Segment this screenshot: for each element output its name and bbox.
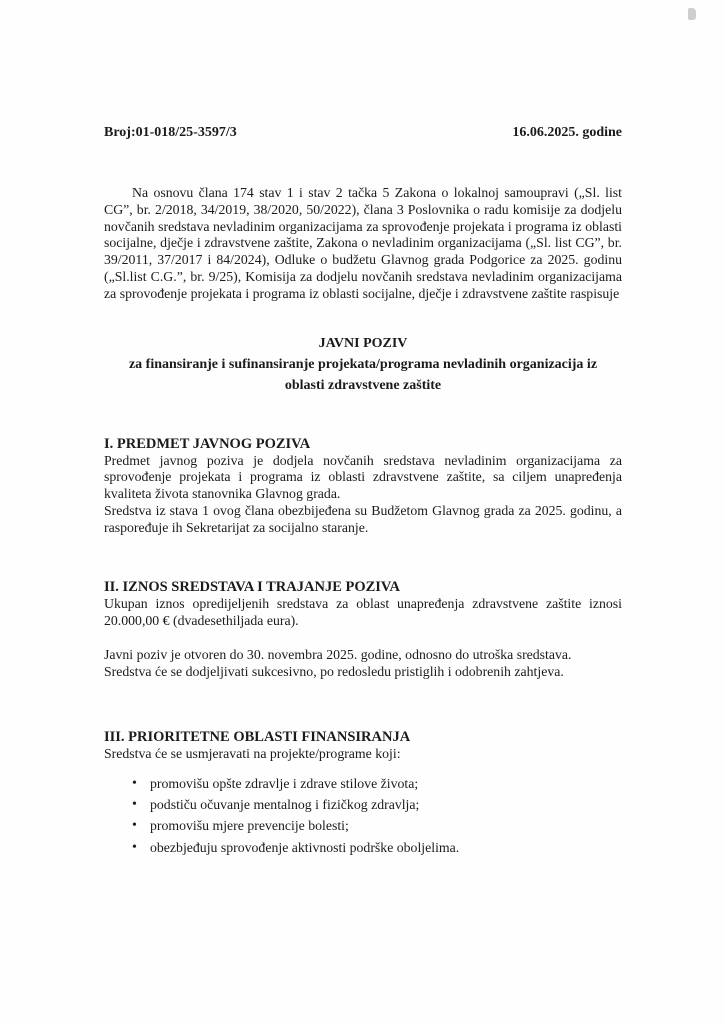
section1-paragraph1: Predmet javnog poziva je dodjela novčanih sredstava nevladinim organizacijama za sprovođenje projekata i programa iz oblasti zdravstvene zaštite, sa ciljem unapređenja kvaliteta života stanovnika Glavnog grada. xyxy=(104,452,622,502)
section2-paragraph2: Javni poziv je otvoren do 30. novembra 2025. godine, odnosno do utroška sredstava. xyxy=(104,646,572,662)
document-title xyxy=(104,333,622,396)
document-number: Broj:01-018/25-3597/3 xyxy=(104,125,237,140)
priority-areas-list xyxy=(104,776,622,857)
list-item: • promovišu opšte zdravlje i zdrave stilove života; xyxy=(132,776,622,793)
section2-heading: II. IZNOS SREDSTAVA I TRAJANJE POZIVA xyxy=(104,579,401,596)
section1-heading: I. PREDMET JAVNOG POZIVA xyxy=(104,435,311,452)
section2-paragraph1: Ukupan iznos opredijeljenih sredstava za oblast unapređenja zdravstvene zaštite iznosi 20.000,00 € (dvadesethiljada eura). xyxy=(104,596,622,629)
section2-paragraph-group xyxy=(104,647,622,681)
list-item: • podstiču očuvanje mentalnog i fizičkog zdravlja; xyxy=(132,797,622,814)
document-header xyxy=(104,125,622,141)
title-line1: JAVNI POZIV xyxy=(318,335,408,351)
intro-paragraph: Na osnovu člana 174 stav 1 i stav 2 tačka 5 Zakona o lokalnoj samoupravi („Sl. list CG”, br. 2/2018, 34/2019, 38/2020, 50/2022), člana 3 Poslovnika o radu komisije za dodjelu novčanih sredstava nevladinim organizacijama za sprovođenje projekata i programa iz oblasti socijalne, dječje i zdravstvene zaštite, Zakona o nevladinim organizacijama („Sl. list CG”, br. 39/2011, 37/2017 i 84/2024), Odluke o budžetu Glavnog grada Podgorice za 2025. godinu („Sl.list C.G.”, br. 9/25), Komisija za dodjelu novčanih sredstava nevladinim organizacijama za sprovođenje projekata i programa iz oblasti socijalne, dječje i zdravstvene zaštite raspisuje xyxy=(104,185,622,301)
scan-artifact xyxy=(688,8,696,20)
title-line2: za finansiranje i sufinansiranje projekata/programa nevladinih organizacija iz oblasti zdravstvene zaštite xyxy=(128,356,598,393)
section3-heading: III. PRIORITETNE OBLASTI FINANSIRANJA xyxy=(104,728,411,745)
document-date: 16.06.2025. godine xyxy=(512,125,622,140)
list-item: • promovišu mjere prevencije bolesti; xyxy=(132,818,622,835)
section1-paragraph2: Sredstva iz stava 1 ovog člana obezbijeđena su Budžetom Glavnog grada za 2025. godinu, a raspoređuje ih Sekretarijat za socijalno staranje. xyxy=(104,503,622,536)
section3-paragraph1: Sredstva će se usmjeravati na projekte/programe koji: xyxy=(104,745,401,761)
list-item: • obezbjeđuju sprovođenje aktivnosti podrške oboljelima. xyxy=(132,840,622,857)
section2-paragraph3: Sredstva će se dodjeljivati sukcesivno, po redosledu pristiglih i odobrenih zahtjeva. xyxy=(104,663,564,679)
